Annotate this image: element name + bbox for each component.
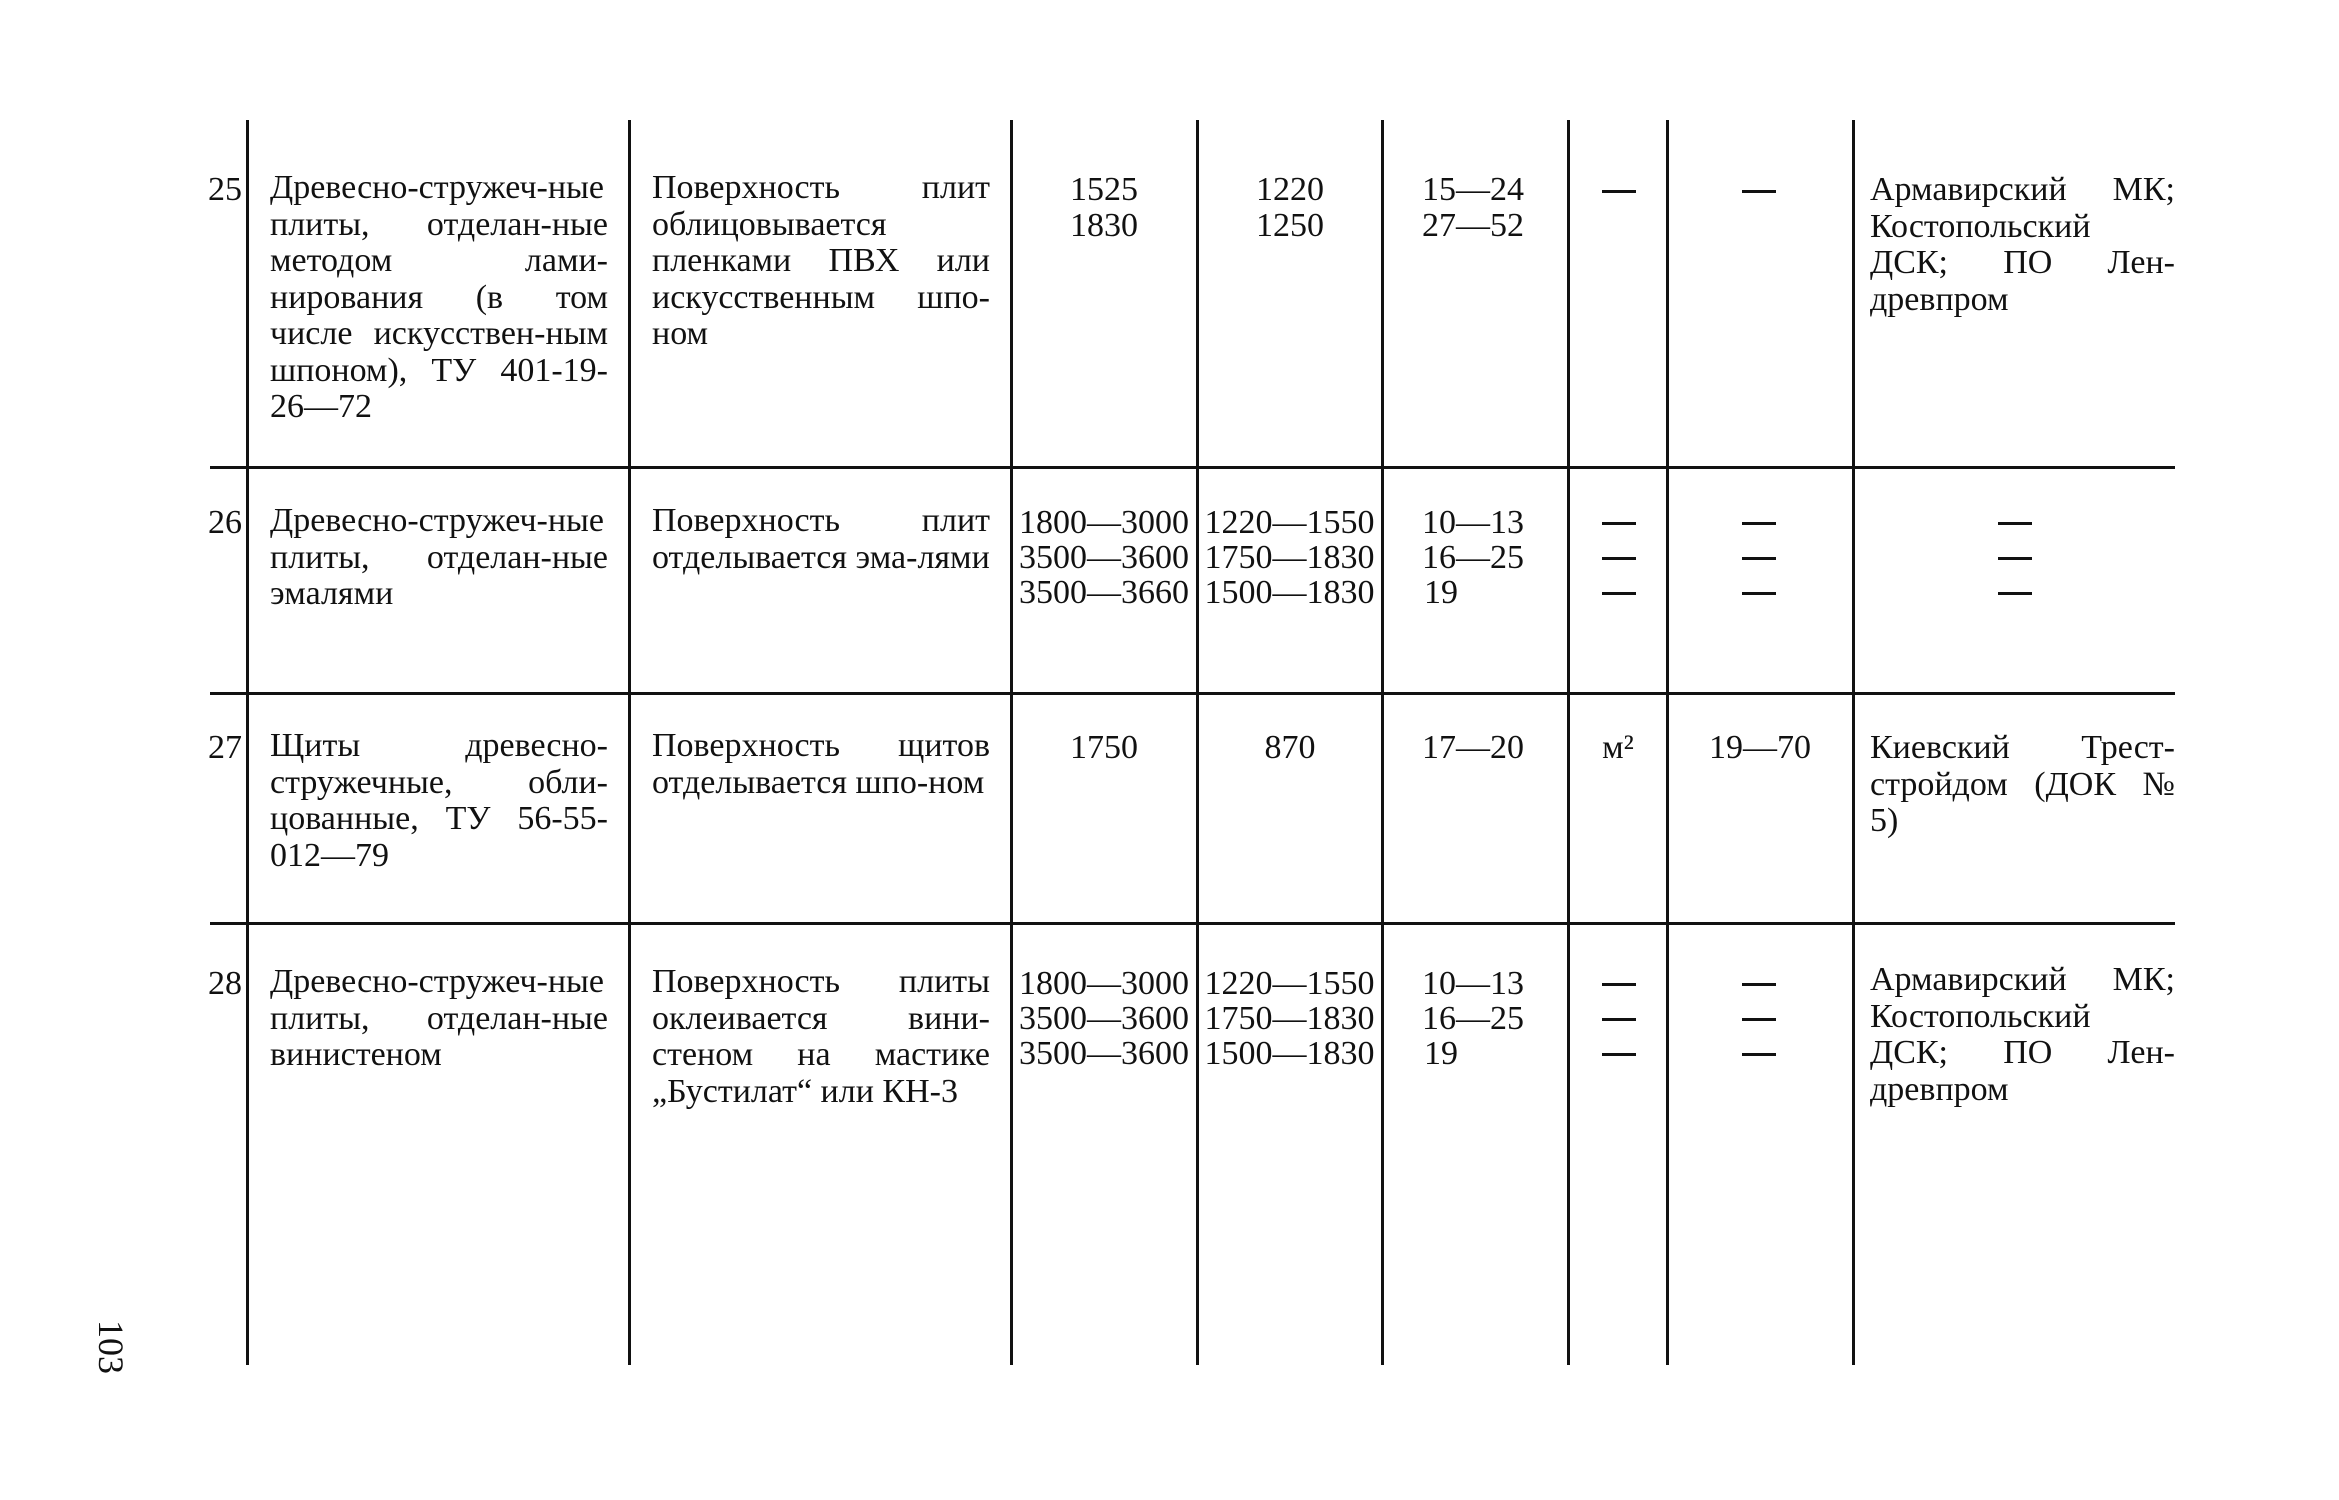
width-value: 1500—1830 <box>1204 574 1375 611</box>
thickness-value: 10—13 <box>1422 504 1524 541</box>
price-value: 19—70 <box>1709 729 1811 766</box>
unit-dash <box>1602 1053 1636 1056</box>
manufacturer-dash <box>1998 592 2032 595</box>
surface-finish: Поверхность щитов отделывается шпо-ном <box>652 727 990 801</box>
thickness-value: 16—25 <box>1422 539 1524 576</box>
row-separator <box>210 466 2175 469</box>
length-value: 3500—3600 <box>1019 1000 1189 1037</box>
product-name: Древесно-стружеч-ные плиты, отделан-ные методом лами-нирования (в том числе искусствен-ным шпоном), ТУ 401-19-26—72 <box>270 169 608 425</box>
length-value: 1750 <box>1070 729 1138 766</box>
length-value: 3500—3600 <box>1019 539 1189 576</box>
unit-dash <box>1602 557 1636 560</box>
width-value: 1220 <box>1256 171 1324 208</box>
thickness-value: 10—13 <box>1422 965 1524 1002</box>
width-value: 1250 <box>1256 207 1324 244</box>
surface-finish: Поверхность плиты оклеивается вини-стеном на мастике „Бустилат“ или КН-3 <box>652 963 990 1110</box>
manufacturer: Армавирский МК; Костопольский ДСК; ПО Лен-древпром <box>1870 961 2175 1108</box>
price-dash <box>1742 522 1776 525</box>
length-value: 1800—3000 <box>1019 504 1189 541</box>
price-dash <box>1742 557 1776 560</box>
price-dash <box>1742 1018 1776 1021</box>
column-rule <box>1381 120 1384 1365</box>
thickness-value: 19 <box>1424 1035 1458 1072</box>
manufacturer: Киевский Трест-стройдом (ДОК № 5) <box>1870 729 2175 839</box>
thickness-value: 16—25 <box>1422 1000 1524 1037</box>
price-dash <box>1742 592 1776 595</box>
surface-finish: Поверхность плит облицовывается пленками ПВХ или искусственным шпо-ном <box>652 169 990 352</box>
column-rule <box>1852 120 1855 1365</box>
price-dash <box>1742 190 1776 193</box>
manufacturer: Армавирский МК; Костопольский ДСК; ПО Лен-древпром <box>1870 171 2175 318</box>
unit-dash <box>1602 592 1636 595</box>
price-dash <box>1742 983 1776 986</box>
width-value: 1500—1830 <box>1204 1035 1375 1072</box>
column-rule <box>1196 120 1199 1365</box>
thickness-value: 17—20 <box>1422 729 1524 766</box>
column-rule <box>628 120 631 1365</box>
row-number: 26 <box>208 504 242 541</box>
price-dash <box>1742 1053 1776 1056</box>
surface-finish: Поверхность плит отделывается эма-лями <box>652 502 990 576</box>
thickness-value: 27—52 <box>1422 207 1524 244</box>
product-name: Древесно-стружеч-ные плиты, отделан-ные винистеном <box>270 963 608 1073</box>
row-number: 25 <box>208 171 242 208</box>
unit-dash <box>1602 983 1636 986</box>
manufacturer-dash <box>1998 557 2032 560</box>
length-value: 3500—3600 <box>1019 1035 1189 1072</box>
thickness-value: 19 <box>1424 574 1458 611</box>
product-name: Древесно-стружеч-ные плиты, отделан-ные эмалями <box>270 502 608 612</box>
product-name: Щиты древесно-стружечные, обли-цованные, ТУ 56-55-012—79 <box>270 727 608 874</box>
thickness-value: 15—24 <box>1422 171 1524 208</box>
column-rule <box>246 120 249 1365</box>
column-rule <box>1666 120 1669 1365</box>
width-value: 1220—1550 <box>1204 504 1375 541</box>
width-value: 1220—1550 <box>1204 965 1375 1002</box>
manufacturer-dash <box>1998 522 2032 525</box>
row-separator <box>210 922 2175 925</box>
length-value: 3500—3660 <box>1019 574 1189 611</box>
width-value: 870 <box>1264 729 1316 766</box>
row-number: 27 <box>208 729 242 766</box>
length-value: 1800—3000 <box>1019 965 1189 1002</box>
row-separator <box>210 692 2175 695</box>
unit-value: м² <box>1602 729 1634 766</box>
row-number: 28 <box>208 965 242 1002</box>
column-rule <box>1010 120 1013 1365</box>
width-value: 1750—1830 <box>1204 539 1375 576</box>
page-number: 103 <box>91 1320 131 1374</box>
width-value: 1750—1830 <box>1204 1000 1375 1037</box>
length-value: 1525 <box>1070 171 1138 208</box>
unit-dash <box>1602 522 1636 525</box>
unit-dash <box>1602 1018 1636 1021</box>
length-value: 1830 <box>1070 207 1138 244</box>
unit-dash <box>1602 190 1636 193</box>
